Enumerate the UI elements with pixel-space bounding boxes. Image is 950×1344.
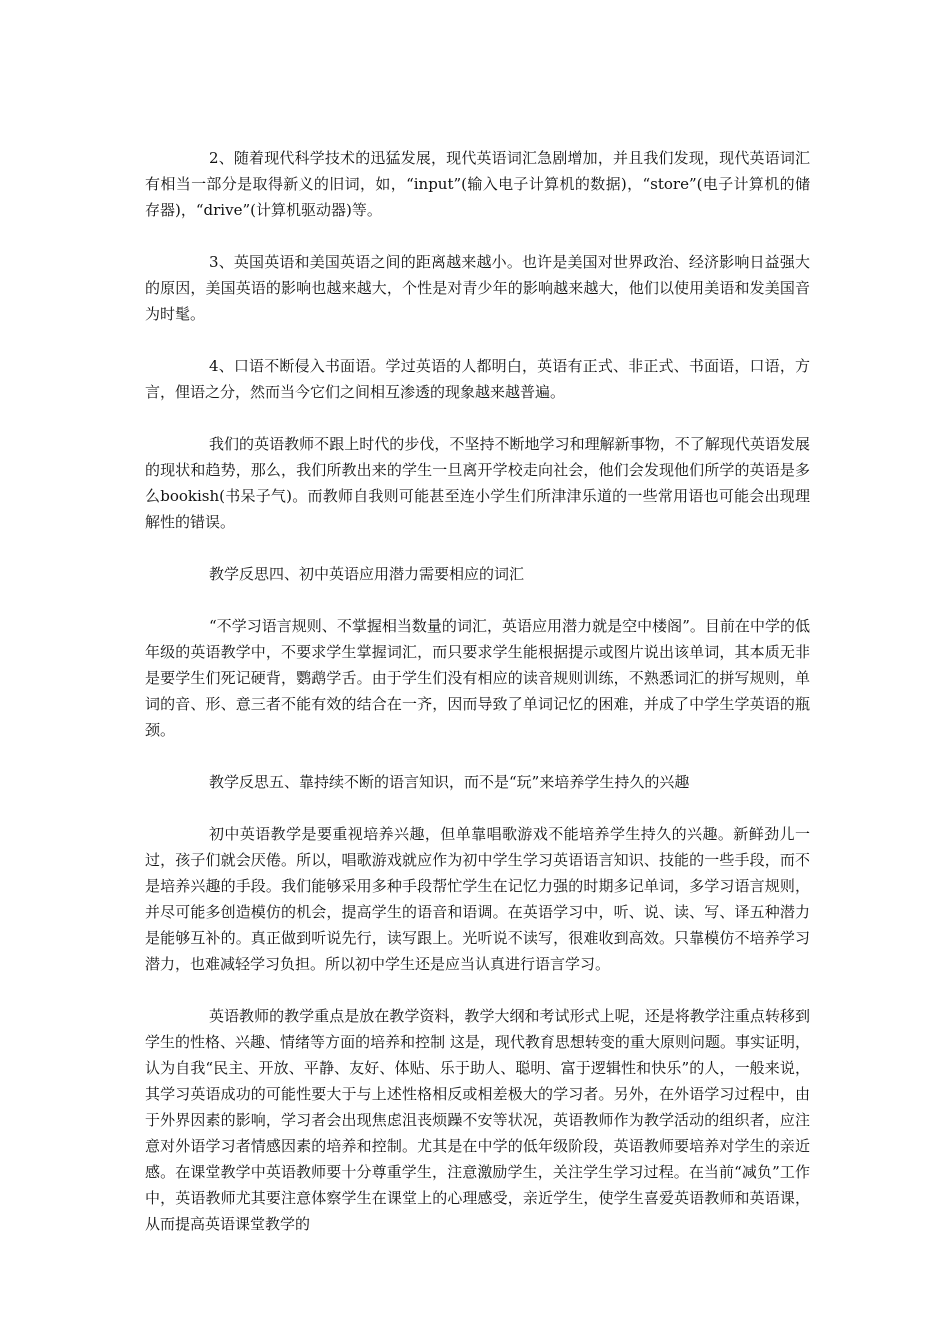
paragraph-teachers-keep-up: 我们的英语教师不跟上时代的步伐，不坚持不断地学习和理解新事物，不了解现代英语发展的现状和趋势，那么，我们所教出来的学生一旦离开学校走向社会，他们会发现他们所学的英语是多么bookish(书呆子气)。而教师自我则可能甚至连小学生们所津津乐道的一些常用语也可能会出现理解性的错误。	[145, 435, 810, 531]
paragraph-interest: 初中英语教学是要重视培养兴趣，但单靠唱歌游戏不能培养学生持久的兴趣。新鲜劲儿一过，孩子们就会厌倦。所以，唱歌游戏就应作为初中学生学习英语语言知识、技能的一些手段，而不是培养兴趣的手段。我们能够采用多种手段帮忙学生在记忆力强的时期多记单词，多学习语言规则，并尽可能多创造模仿的机会，提高学生的语音和语调。在英语学习中，听、说、读、写、译五种潜力是能够互补的。真正做到听说先行，读写跟上。光听说不读写，很难收到高效。只靠模仿不培养学习潜力，也难减轻学习负担。所以初中学生还是应当认真进行语言学习。	[145, 825, 810, 973]
paragraph-teaching-focus: 英语教师的教学重点是放在教学资料，教学大纲和考试形式上呢，还是将教学注重点转移到学生的性格、兴趣、情绪等方面的培养和控制 这是，现代教育思想转变的重大原则问题。事实证明，认为自我“民主、开放、平静、友好、体贴、乐于助人、聪明、富于逻辑性和快乐”的人，一般来说，其学习英语成功的可能性要大于与上述性格相反或相差极大的学习者。另外，在外语学习过程中，由于外界因素的影响，学习者会出现焦虑沮丧烦躁不安等状况，英语教师作为教学活动的组织者，应注意对外语学习者情感因素的培养和控制。尤其是在中学的低年级阶段，英语教师要培养对学生的亲近感。在课堂教学中英语教师要十分尊重学生，注意激励学生，关注学生学习过程。在当前“减负”工作中，英语教师尤其要注意体察学生在课堂上的心理感受，亲近学生，使学生喜爱英语教师和英语课，从而提高英语课堂教学的	[145, 1007, 810, 1233]
section-heading-reflection-5: 教学反思五、靠持续不断的语言知识，而不是“玩”来培养学生持久的兴趣	[209, 773, 690, 791]
paragraph-vocabulary: “不学习语言规则、不掌握相当数量的词汇，英语应用潜力就是空中楼阁”。目前在中学的低年级的英语教学中，不要求学生掌握词汇，而只要求学生能根据提示或图片说出该单词，其本质无非是要学生们死记硬背，鹦鹉学舌。由于学生们没有相应的读音规则训练，不熟悉词汇的拼写规则，单词的音、形、意三者不能有效的结合在一齐，因而导致了单词记忆的困难，并成了中学生学英语的瓶颈。	[145, 617, 810, 739]
paragraph-point-4: 4、口语不断侵入书面语。学过英语的人都明白，英语有正式、非正式、书面语，口语，方言，俚语之分，然而当今它们之间相互渗透的现象越来越普遍。	[145, 357, 810, 401]
document-body	[145, 145, 810, 1237]
paragraph-point-2: 2、随着现代科学技术的迅猛发展，现代英语词汇急剧增加，并且我们发现，现代英语词汇有相当一部分是取得新义的旧词，如，“input”(输入电子计算机的数据)，“store”(电子计算机的储存器)，“drive”(计算机驱动器)等。	[145, 149, 810, 219]
section-heading-reflection-4: 教学反思四、初中英语应用潜力需要相应的词汇	[209, 565, 525, 583]
paragraph-point-3: 3、英国英语和美国英语之间的距离越来越小。也许是美国对世界政治、经济影响日益强大的原因，美国英语的影响也越来越大，个性是对青少年的影响越来越大，他们以使用美语和发美国音为时髦。	[145, 253, 810, 323]
